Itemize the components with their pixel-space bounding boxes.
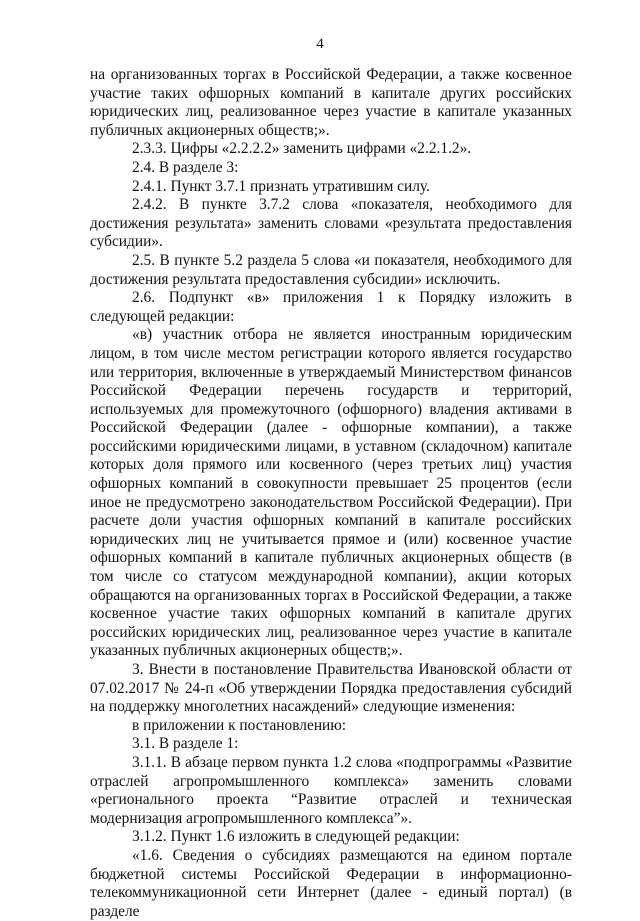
paragraph-2-4: 2.4. В разделе 3: (132, 158, 239, 176)
paragraph-2-3-3: 2.3.3. Цифры «2.2.2.2» заменить цифрами «2.2.1.2». (132, 140, 472, 158)
paragraph-2-6: 2.6. Подпункт «в» приложения 1 к Порядку изложить в следующей редакции: (90, 289, 572, 325)
paragraph-3-1-1: 3.1.1. В абзаце первом пункта 1.2 слова «подпрограммы «Развитие отраслей агропромышленного комплекса» заменить словами «регионального проекта “Развитие отраслей и техническая модернизация агропромышленного комплекса”». (90, 753, 572, 827)
paragraph-2-4-2: 2.4.2. В пункте 3.7.2 слова «показателя, необходимого для достижения результата» заменить словами «результата предоставления субсидии». (90, 196, 572, 251)
paragraph-quoted-subpoint-v: «в) участник отбора не является иностранным юридическим лицом, в том числе местом регистрации которого является государство или территория, включенные в утверждаемый Министерством финансов Российской Федерации перечень государств и территорий, используемых для промежуточного (офшорного) владения активами в Российской Федерации (далее - офшорные компании), а также российскими юридическими лицами, в уставном (складочном) капитале которых доля прямого или косвенного (через третьих лиц) участия офшорных компаний в совокупности превышает 25 процентов (если иное не предусмотрено законодательством Российской Федерации). При расчете доли участия офшорных компаний в капитале российских юридических лиц не учитывается прямое и (или) косвенное участие офшорных компаний в капитале публичных акционерных обществ (в том числе со статусом международной компании), акции которых обращаются на организованных торгах в Российской Федерации, а также косвенное участие таких офшорных компаний в капитале других российских юридических лиц, реализованное через участие в капитале указанных публичных акционерных обществ;». (90, 326, 572, 660)
page-number: 4 (316, 36, 324, 52)
paragraph-continuation: на организованных торгах в Российской Федерации, а также косвенное участие таких офшорных компаний в капитале других российских юридических лиц, реализованное через участие в капитале указанных публичных акционерных обществ;». (90, 66, 572, 139)
paragraph-2-4-1: 2.4.1. Пункт 3.7.1 признать утратившим силу. (132, 177, 430, 195)
paragraph-2-5: 2.5. В пункте 5.2 раздела 5 слова «и показателя, необходимого для достижения результата предоставления субсидии» исключить. (90, 251, 572, 288)
paragraph-appendix-note: в приложении к постановлению: (132, 716, 347, 734)
paragraph-3-1: 3.1. В разделе 1: (132, 735, 239, 753)
document-body (90, 66, 572, 921)
paragraph-3: 3. Внести в постановление Правительства Ивановской области от 07.02.2017 № 24-п «Об утверждении Порядка предоставления субсидий на поддержку многолетних насаждений» следующие изменения: (90, 661, 572, 716)
paragraph-quoted-1-6: «1.6. Сведения о субсидиях размещаются на едином портале бюджетной системы Российской Федерации в информационно-телекоммуникационной сети Интернет (далее - единый портал) (в разделе (90, 846, 572, 920)
paragraph-3-1-2: 3.1.2. Пункт 1.6 изложить в следующей редакции: (132, 828, 460, 846)
